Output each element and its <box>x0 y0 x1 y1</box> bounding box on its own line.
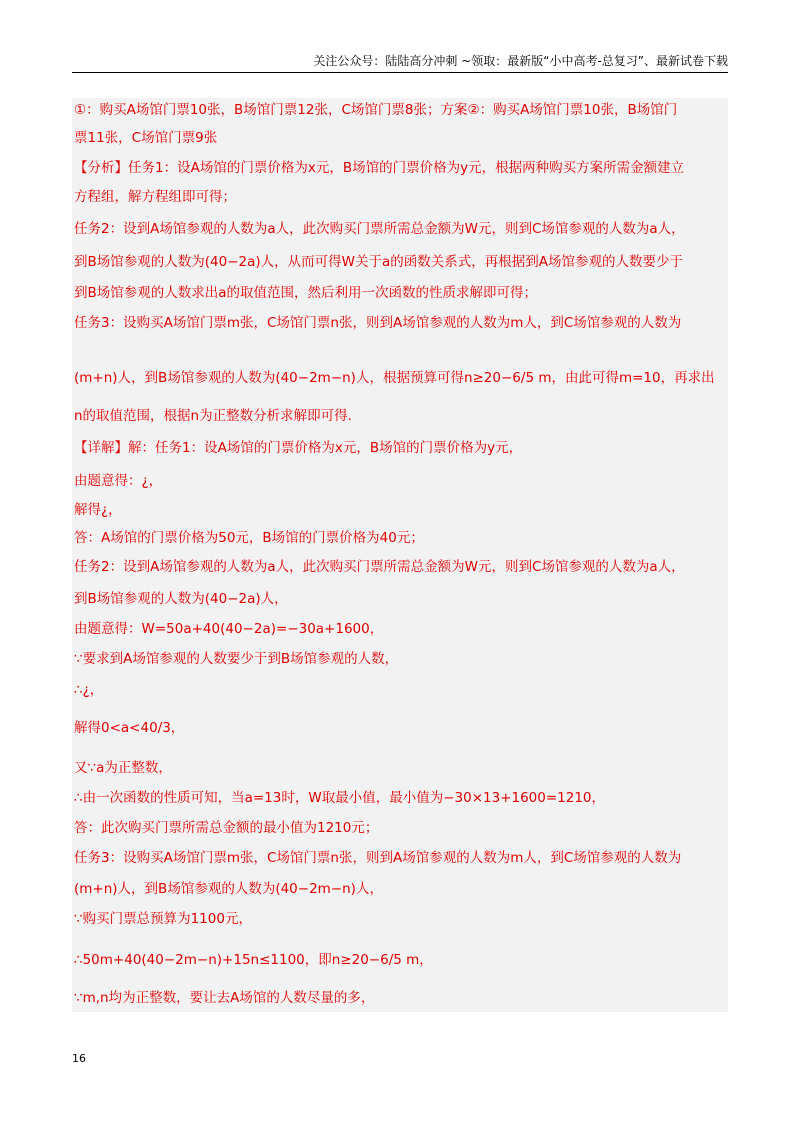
text-line: ∵购买门票总预算为1100元， <box>74 911 252 927</box>
text-line: ∵要求到A场馆参观的人数要少于到B场馆参观的人数， <box>74 651 399 667</box>
text-line: n的取值范围，根据n为正整数分析求解即可得. <box>74 408 352 424</box>
text-line: 任务3：设购买A场馆门票m张，C场馆门票n张，则到A场馆参观的人数为m人，到C场馆参观的人数为 <box>74 850 682 866</box>
text-line: 答：A场馆的门票价格为50元，B场馆的门票价格为40元； <box>74 530 424 546</box>
text-line: (m+n)人，到B场馆参观的人数为(40−2m−n)人， <box>74 881 383 897</box>
header-divider <box>72 72 728 73</box>
text-line: 【详解】解：任务1：设A场馆的门票价格为x元，B场馆的门票价格为y元， <box>74 440 523 456</box>
text-line: ∵m,n均为正整数，要让去A场馆的人数尽量的多， <box>74 990 375 1006</box>
text-line: 票11张，C场馆门票9张 <box>74 130 218 146</box>
text-line: 方程组，解方程组即可得； <box>74 189 236 205</box>
text-line: 答：此次购买门票所需总金额的最小值为1210元； <box>74 820 379 836</box>
text-line: ∴由一次函数的性质可知，当a=13时，W取最小值，最小值为−30×13+1600=1210， <box>74 790 606 806</box>
text-line: 任务2：设到A场馆参观的人数为a人，此次购买门票所需总金额为W元，则到C场馆参观的人数为a人， <box>74 221 685 237</box>
text-line: 任务2：设到A场馆参观的人数为a人，此次购买门票所需总金额为W元，则到C场馆参观的人数为a人， <box>74 559 685 575</box>
text-line: ∴¿， <box>74 682 104 698</box>
text-line: 到B场馆参观的人数为(40−2a)人，从而可得W关于a的函数关系式，再根据到A场馆参观的人数要少于 <box>74 254 684 270</box>
text-line: 到B场馆参观的人数为(40−2a)人， <box>74 591 288 607</box>
text-line: 由题意得：¿， <box>74 473 163 489</box>
page-number: 16 <box>72 1052 86 1065</box>
text-line: 又∵a为正整数， <box>74 760 172 776</box>
solution-content <box>72 98 728 1012</box>
page-header: 关注公众号：陆陆高分冲刺 ~领取：最新版“小中高考-总复习”、最新试卷下载 <box>313 54 728 68</box>
text-line: ∴50m+40(40−2m−n)+15n≤1100，即n≥20−6/5 m， <box>74 952 433 968</box>
text-line: 解得0<a<40/3， <box>74 720 185 736</box>
text-line: 由题意得：W=50a+40(40−2a)=−30a+1600， <box>74 621 384 637</box>
text-line: 【分析】任务1：设A场馆的门票价格为x元，B场馆的门票价格为y元，根据两种购买方案所需金额建立 <box>74 160 685 176</box>
text-line: 解得¿， <box>74 502 122 518</box>
text-line: 到B场馆参观的人数求出a的取值范围，然后利用一次函数的性质求解即可得； <box>74 285 538 301</box>
text-line: ①：购买A场馆门票10张，B场馆门票12张，C场馆门票8张；方案②：购买A场馆门票10张，B场馆门 <box>74 102 678 118</box>
text-line: 任务3：设购买A场馆门票m张，C场馆门票n张，则到A场馆参观的人数为m人，到C场馆参观的人数为 <box>74 315 682 331</box>
text-line: (m+n)人，到B场馆参观的人数为(40−2m−n)人，根据预算可得n≥20−6/5 m，由此可得m=10，再求出 <box>74 370 715 386</box>
